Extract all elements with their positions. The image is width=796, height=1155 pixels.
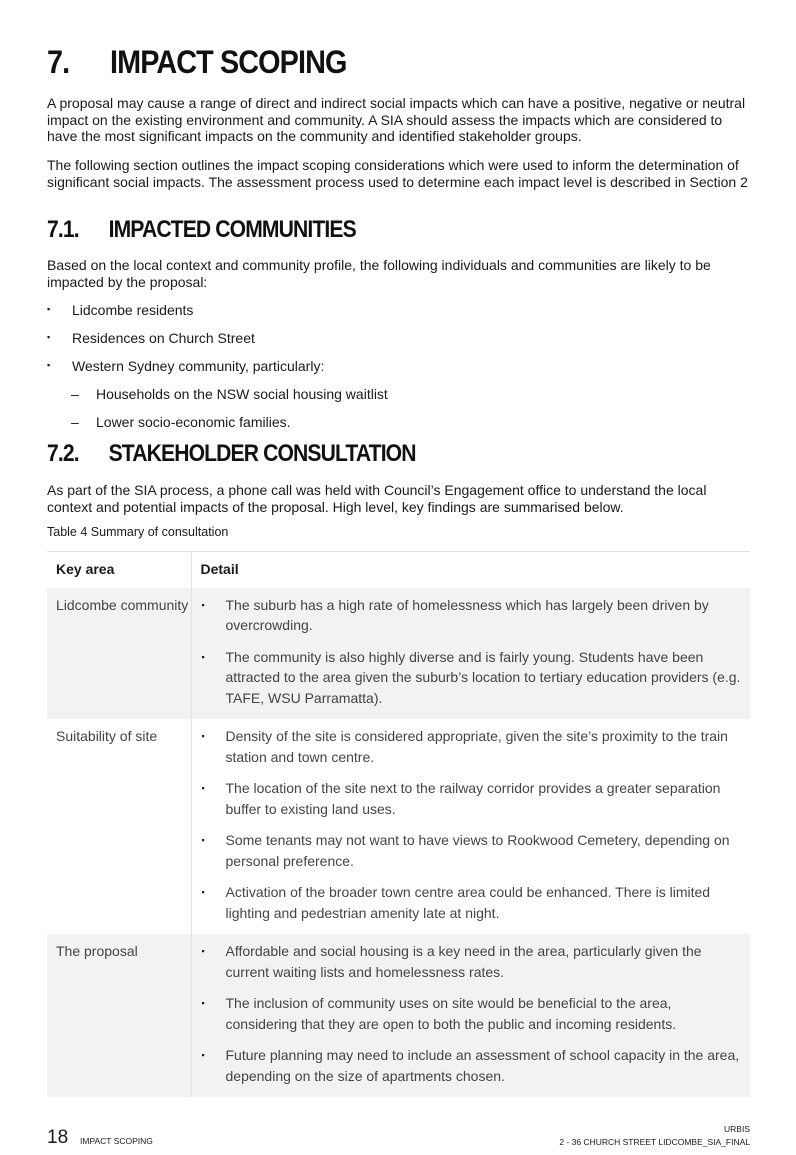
consultation-table: [47, 551, 750, 1097]
sub-list-item: – Lower socio-economic families.: [71, 414, 291, 430]
dash-mark: –: [71, 414, 79, 430]
list-item: ▪ The inclusion of community uses on site would be beneficial to the area, considering that they are open to both the public and incoming residents.: [201, 995, 677, 1032]
list-item: ▪ Western Sydney community, particularly:: [47, 358, 325, 374]
subsection-heading-communities: [47, 216, 356, 244]
bullet-mark: ▪: [47, 304, 51, 314]
consultation-intro: As part of the SIA process, a phone call was held with Council’s Engagement office to understand the local context and potential impacts of the proposal. High level, key findings are summarised below.: [47, 482, 707, 515]
bullet-mark: ▪: [201, 731, 205, 741]
communities-intro: Based on the local context and community profile, the following individuals and communities are likely to be impacted by the proposal:: [47, 257, 711, 290]
list-item: ▪ Future planning may need to include an assessment of school capacity in the area, depending on the size of apartments chosen.: [201, 1047, 740, 1084]
bullet-mark: ▪: [201, 887, 205, 897]
subsection-title: IMPACTED COMMUNITIES: [108, 216, 356, 243]
list-item: ▪ Residences on Church Street: [47, 330, 255, 346]
page-number: 18: [47, 1127, 69, 1148]
table-row: [47, 588, 750, 720]
subsection-number: 7.2.: [47, 440, 79, 467]
list-item: ▪ Affordable and social housing is a key need in the area, particularly given the current waiting lists and homelessness rates.: [201, 943, 702, 980]
table-cell-area: Suitability of site: [47, 719, 191, 934]
intro-paragraph-2: The following section outlines the impact scoping considerations which were used to inform the determination of significant social impacts. The assessment process used to determine each impact level is described in Section 2: [47, 157, 748, 190]
bullet-mark: ▪: [201, 599, 205, 610]
table-cell-detail: [191, 588, 750, 720]
page-footer: [47, 1120, 750, 1150]
bullet-mark: ▪: [201, 835, 205, 845]
list-item: ▪ Activation of the broader town centre area could be enhanced. There is limited lighting and pedestrian amenity late at night.: [201, 884, 711, 921]
bullet-mark: ▪: [201, 651, 205, 662]
list-item: ▪ Density of the site is considered appropriate, given the site’s proximity to the train station and town centre.: [201, 728, 728, 765]
table-header-row: [47, 552, 750, 588]
table-row: [47, 719, 750, 934]
list-item: ▪ The community is also highly diverse and is fairly young. Students have been attracted to the area given the suburb’s location to tertiary education providers (e.g. TAFE, WSU Parramatta).: [201, 648, 741, 706]
footer-brand: URBIS: [724, 1124, 750, 1134]
intro-paragraph-1: A proposal may cause a range of direct and indirect social impacts which can have a positive, negative or neutral impact on the existing environment and community. A SIA should assess the impacts which are considered to have the most significant impacts on the community and identified stakeholder groups.: [47, 95, 746, 144]
table-cell-area: Lidcombe community: [47, 588, 191, 720]
subsection-title: STAKEHOLDER CONSULTATION: [108, 440, 416, 467]
table-cell-area: The proposal: [47, 934, 191, 1097]
table-caption: Table 4 Summary of consultation: [47, 525, 229, 539]
list-item: ▪ Lidcombe residents: [47, 302, 194, 318]
subsection-heading-consultation: [47, 440, 416, 468]
bullet-mark: ▪: [201, 946, 205, 956]
dash-mark: –: [71, 386, 79, 402]
list-item: ▪ Some tenants may not want to have views to Rookwood Cemetery, depending on personal preference.: [201, 832, 730, 869]
bullet-mark: ▪: [47, 332, 51, 342]
table-header-detail: Detail: [200, 561, 239, 577]
list-item: ▪ The location of the site next to the railway corridor provides a greater separation buffer to existing land uses.: [201, 780, 721, 817]
bullet-mark: ▪: [47, 360, 51, 370]
section-title: IMPACT SCOPING: [110, 44, 347, 80]
table-header-key-area: Key area: [47, 552, 191, 588]
table-cell-detail: [191, 934, 750, 1097]
table-row: [47, 934, 750, 1097]
communities-list: [47, 302, 750, 442]
bullet-mark: ▪: [201, 783, 205, 793]
subsection-number: 7.1.: [47, 216, 79, 243]
section-number: 7.: [47, 44, 70, 80]
bullet-mark: ▪: [201, 1050, 205, 1060]
footer-section-label: IMPACT SCOPING: [80, 1136, 153, 1146]
sub-list-item: – Households on the NSW social housing waitlist: [71, 386, 388, 402]
footer-document-reference: 2 - 36 CHURCH STREET LIDCOMBE_SIA_FINAL: [559, 1137, 750, 1147]
list-item: ▪ The suburb has a high rate of homelessness which has largely been driven by overcrowding.: [201, 596, 709, 633]
bullet-mark: ▪: [201, 998, 205, 1008]
section-heading: [47, 44, 346, 81]
table-cell-detail: [191, 719, 750, 934]
